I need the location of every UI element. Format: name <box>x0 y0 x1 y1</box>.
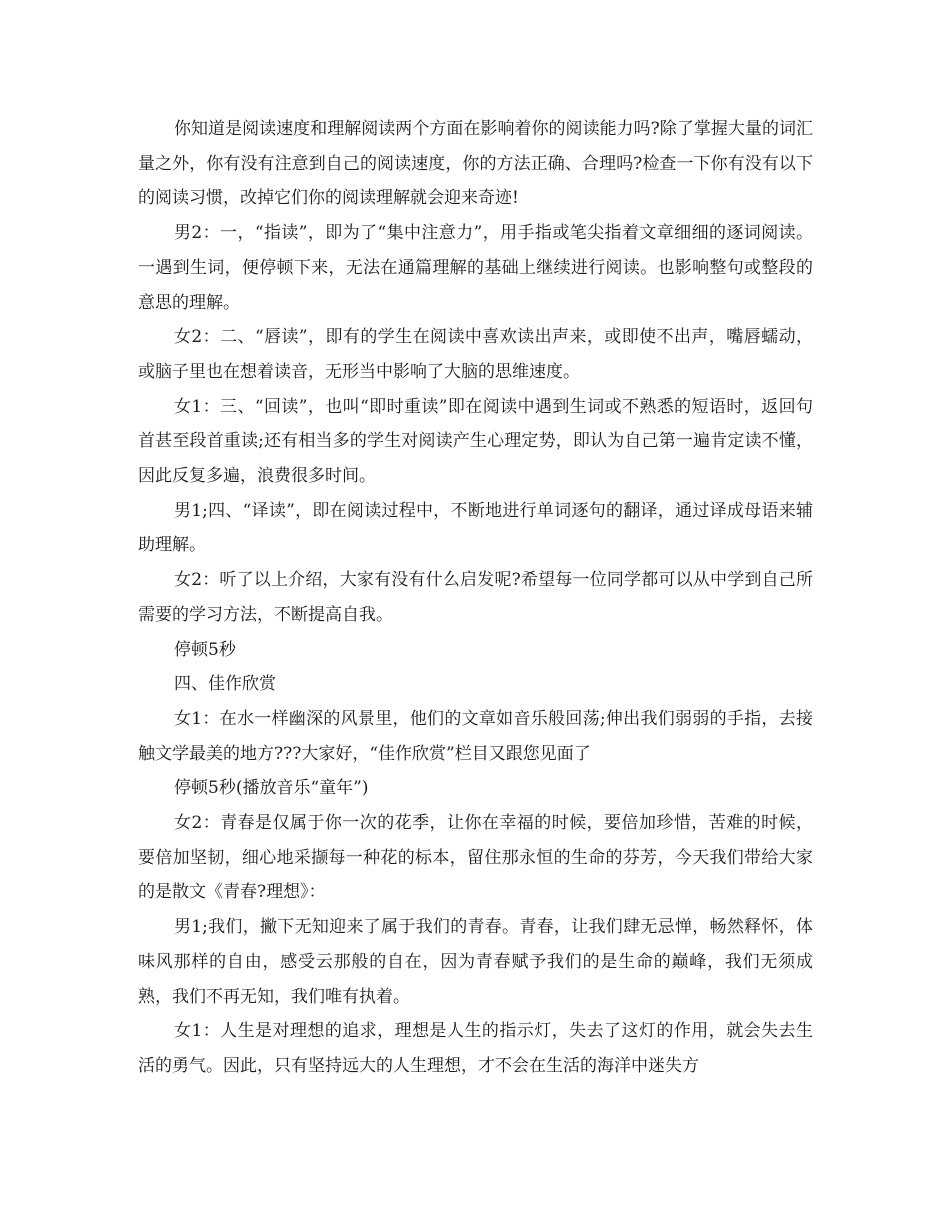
document-page <box>138 112 813 1084</box>
paragraph-intro: 你知道是阅读速度和理解阅读两个方面在影响着你的阅读能力吗?除了掌握大量的词汇量之外，你有没有注意到自己的阅读速度，你的方法正确、合理吗?检查一下你有没有以下的阅读习惯，改掉它们你的阅读理解就会迎来奇迹! <box>138 119 813 209</box>
paragraph-youth-male: 男1;我们，撇下无知迎来了属于我们的青春。青春，让我们肆无忌惮，畅然释怀，体味风那样的自由，感受云那般的自在，因为青春赋予我们的是生命的巅峰，我们无须成熟，我们不再无知，我们唯有执着。 <box>138 917 813 1007</box>
paragraph-youth-intro: 女2：青春是仅属于你一次的花季，让你在幸福的时候，要倍加珍惜，苦难的时候，要倍加坚韧，细心地采撷每一种花的标本，留住那永恒的生命的芬芳，今天我们带给大家的是散文《青春?理想》： <box>138 813 813 903</box>
paragraph-pause-2: 停顿5秒(播放音乐“童年”) <box>174 778 369 799</box>
section-heading-appreciation: 四、佳作欣赏 <box>174 674 276 695</box>
paragraph-summary: 女2：听了以上介绍，大家有没有什么启发呢?希望每一位同学都可以从中学到自己所需要的学习方法，不断提高自我。 <box>138 570 813 625</box>
paragraph-pause-1: 停顿5秒 <box>174 639 236 660</box>
paragraph-ideal-female: 女1：人生是对理想的追求，理想是人生的指示灯，失去了这灯的作用，就会失去生活的勇气。因此，只有坚持远大的人生理想，才不会在生活的海洋中迷失方 <box>138 1021 813 1076</box>
paragraph-back-reading: 女1：三、“回读”，也叫“即时重读”即在阅读中遇到生词或不熟悉的短语时，返回句首甚至段首重读;还有相当多的学生对阅读产生心理定势，即认为自己第一遍肯定读不懂，因此反复多遍，浪费很多时间。 <box>138 396 813 487</box>
paragraph-finger-reading: 男2：一，“指读”，即为了“集中注意力”，用手指或笔尖指着文章细细的逐词阅读。一遇到生词，便停顿下来，无法在通篇理解的基础上继续进行阅读。也影响整句或整段的意思的理解。 <box>138 223 813 313</box>
paragraph-appreciation-intro: 女1：在水一样幽深的风景里，他们的文章如音乐般回荡;伸出我们弱弱的手指，去接触文学最美的地方???大家好，“佳作欣赏”栏目又跟您见面了 <box>138 708 813 764</box>
paragraph-translation-reading: 男1;四、“译读”，即在阅读过程中，不断地进行单词逐句的翻译，通过译成母语来辅助理解。 <box>138 500 813 556</box>
paragraph-lip-reading: 女2：二、“唇读”，即有的学生在阅读中喜欢读出声来，或即使不出声，嘴唇蠕动，或脑子里也在想着读音，无形当中影响了大脑的思维速度。 <box>138 327 813 382</box>
